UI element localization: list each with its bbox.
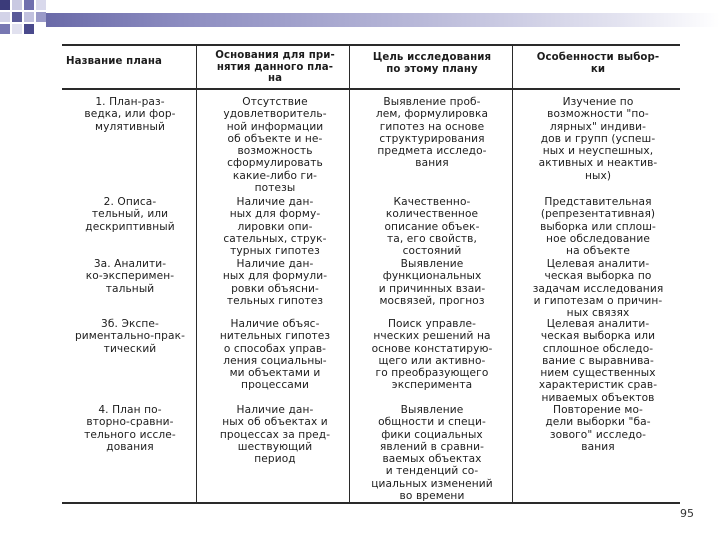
deco-square [0,12,10,22]
column-divider [196,46,197,502]
row-3b-grounds: Наличие объяс- нительных гипотез о способах управ- ления социальны- ми объектами и процессами [219,318,331,392]
row-3b-plan-name: 3б. Экспе- риментально-прак- тический [74,318,186,355]
deco-square [24,0,34,10]
column-divider [512,46,513,502]
deco-square [12,0,22,10]
row-1-goal: Выявление проб- лем, формулировка гипотез на основе структурирования предмета исследо- вания [375,96,489,170]
row-2-plan-name: 2. Описа- тельный, или дескриптивный [85,196,175,233]
row-2-sample: Представительная (репрезентативная) выборка или сплош- ное обследование на объекте [540,196,656,258]
deco-square [24,12,34,22]
row-2-grounds: Наличие дан- ных для форму- лировки опи- сательных, струк- турных гипотез [223,196,327,258]
deco-square [0,0,10,10]
row-4-grounds: Наличие дан- ных об объектах и процессах за пред- шествующий период [219,404,331,466]
slide-header-decoration [0,0,720,40]
row-4-sample: Повторение мо- дели выборки "ба- зового" исследо- вания [545,404,651,453]
row-3a-plan-name: 3а. Аналити- ко-эксперимен- тальный [85,258,175,295]
row-1-grounds: Отсутствие удовлетворитель- ной информации об объекте и не- возможность сформулировать какие-либо ги- потезы [223,96,327,195]
deco-square [36,0,46,10]
row-3a-sample: Целевая аналити- ческая выборка по задачам исследования и гипотезам о причин- ных связях [532,258,664,320]
deco-square [12,12,22,22]
row-1-plan-name: 1. План-раз- ведка, или фор- мулятивный [84,96,176,133]
row-4-goal: Выявление общности и специ- фики социальных явлений в сравни- ваемых объектах и тенденций со- циальных изменений во времени [371,404,493,503]
deco-square [24,24,34,34]
header-research-goal: Цель исследования по этому плану [372,52,492,75]
deco-square [12,24,22,34]
row-3a-grounds: Наличие дан- ных для формули- ровки объясни- тельных гипотез [222,258,328,307]
header-grounds: Основания для при- нятия данного пла- на [215,50,335,84]
row-3a-goal: Выявление функциональных и причинных взаи- мосвязей, прогноз [378,258,486,307]
header-plan-name: Название плана [66,56,162,67]
row-3b-sample: Целевая аналити- ческая выборка или сплошное обследо- вание с выравнива- нием существенных характеристик срав- ниваемых объектов [538,318,658,404]
deco-square [0,24,10,34]
header-sample-features: Особенности выбор- ки [536,52,660,75]
deco-square [36,12,46,22]
row-2-goal: Качественно- количественное описание объек- та, его свойств, состояний [384,196,480,258]
row-4-plan-name: 4. План по- вторно-сравни- тельного иссле- дования [84,404,176,453]
header-rule [62,88,680,90]
row-1-sample: Изучение по возможности "по- лярных" индиви- дов и групп (успеш- ных и неуспешных, активных и неактив- ных) [538,96,658,182]
research-plans-table [62,44,680,504]
row-3b-goal: Поиск управле- нческих решений на основе констатирую- щего или активно- го преобразующего эксперимента [371,318,493,392]
page-number: 95 [680,507,694,520]
deco-gradient-band [46,13,720,27]
